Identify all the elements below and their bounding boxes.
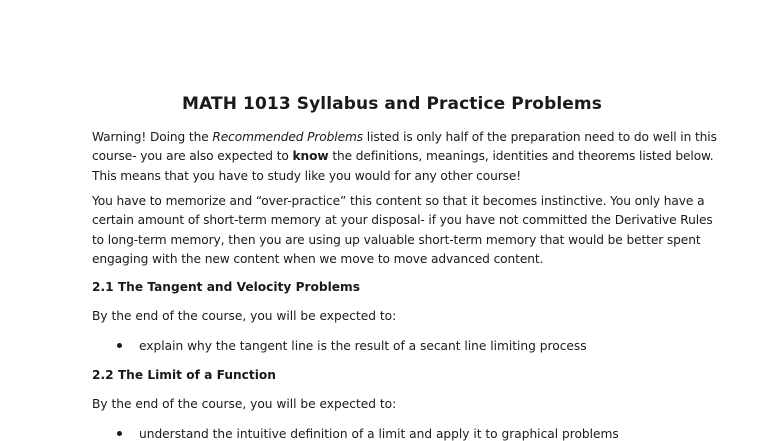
list-item-text: understand the intuitive definition of a limit and apply it to graphical problems [139,427,619,441]
warning-text-part3: the definitions, meanings, identities and theorems listed below. This means that you have to study like you would for any other course! [92,149,714,183]
section-heading-2-1: 2.1 The Tangent and Velocity Problems [92,280,361,294]
list-item [117,427,619,441]
bullet-icon [117,431,122,436]
section-heading-2-2: 2.2 The Limit of a Function [92,368,276,382]
memorize-paragraph: You have to memorize and “over-practice” this content so that it becomes instinctive. You only have a certain amount of short-term memory at your disposal- if you have not committed the Derivative Rules to long-term memory, then you are using up valuable short-term memory that would be better spent engaging with the new content when we move to move advanced content. [92,194,713,266]
warning-paragraph [92,128,722,186]
bullet-icon [117,343,122,348]
section-intro-2-1: By the end of the course, you will be expected to: [92,309,397,323]
page-title: MATH 1013 Syllabus and Practice Problems [182,94,602,114]
warning-text-part1: Warning! Doing the [92,130,213,144]
warning-emphasis: Recommended Problems [212,130,364,144]
list-item [117,339,587,353]
warning-strong: know [292,149,329,164]
warning-text-part2: listed is only half of the preparation need to do well in this course- you are also expected to [92,130,717,164]
list-item-text: explain why the tangent line is the result of a secant line limiting process [139,339,587,353]
section-intro-2-2: By the end of the course, you will be expected to: [92,397,397,411]
